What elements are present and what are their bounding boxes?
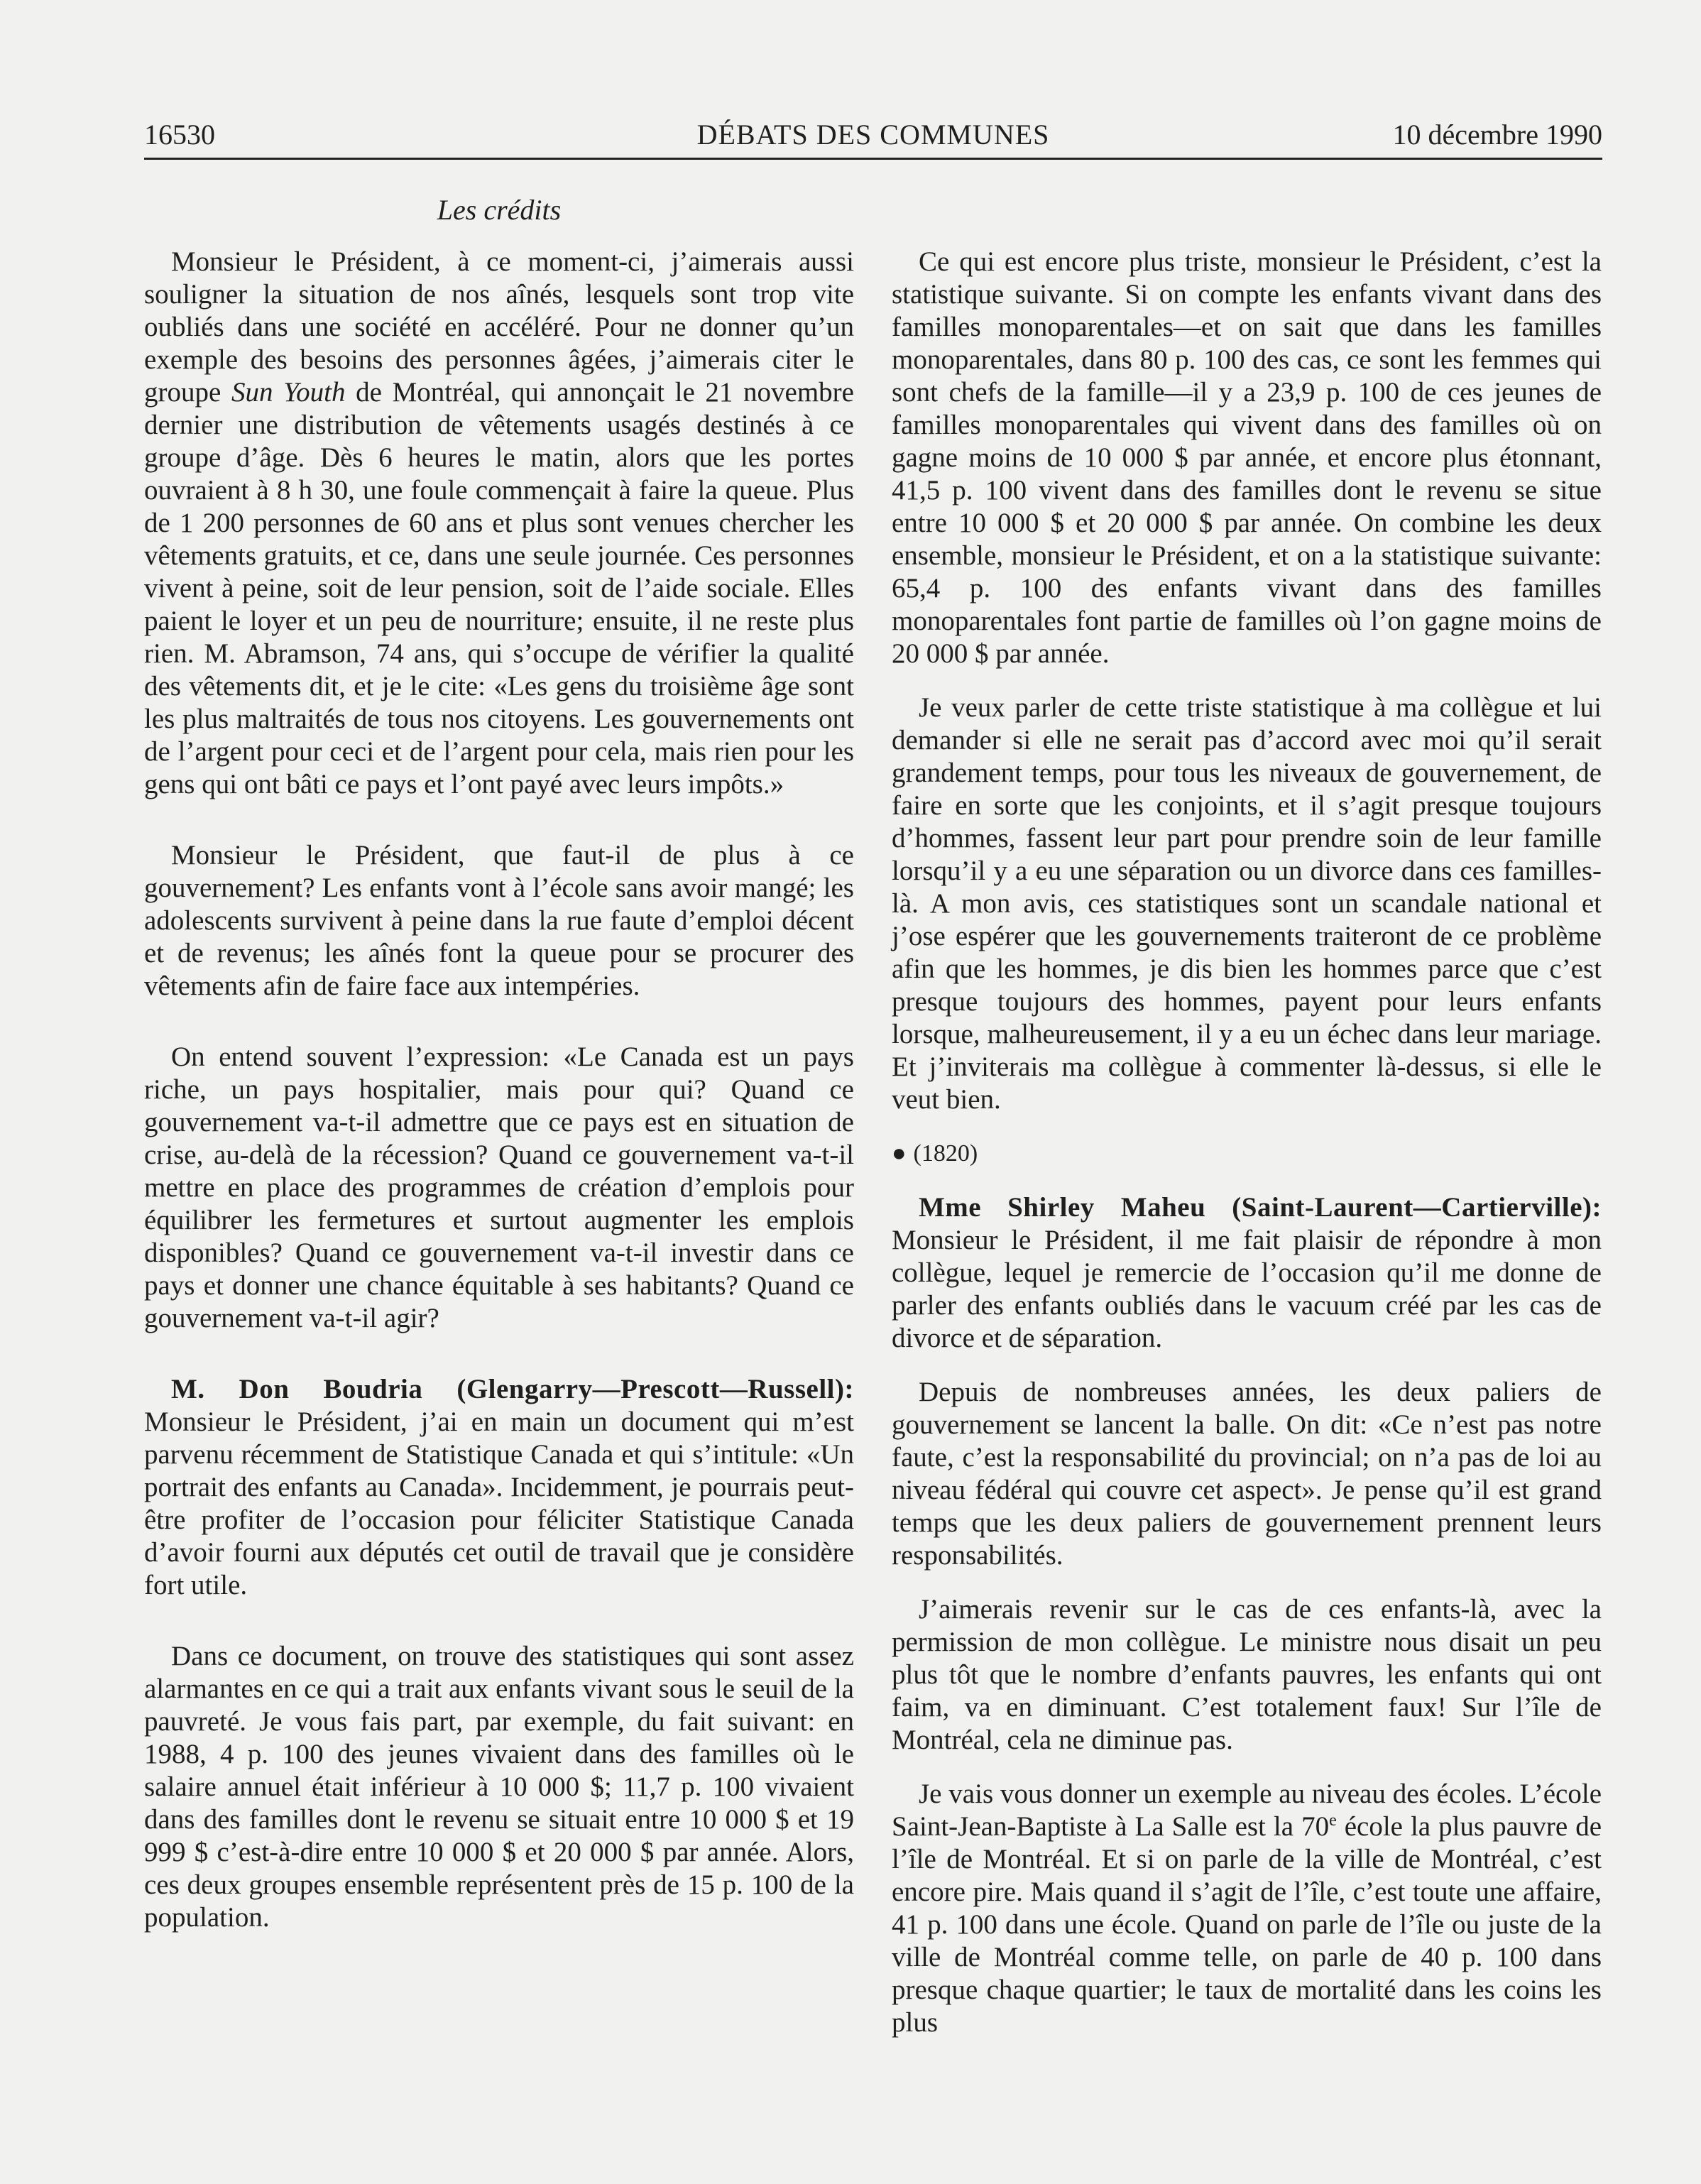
- paragraph-text: Monsieur le Président, j’ai en main un document qui m’est parvenu récemment de Statistique Canada et qui s’intitule: «Un portrait des enfants au Canada». Incidemment, je pourrais peut-être profiter de l’occasion pour féliciter Statistique Canada d’avoir fourni aux députés cet outil de travail que je considère fort utile.: [144, 1407, 854, 1600]
- paragraph-text: Monsieur le Président, à ce moment-ci, j’aimerais aussi souligner la situation de nos aînés, lesquels sont trop vite oubliés dans une société en accéléré. Pour ne donner qu’un exemple des besoins des personnes âgées, j’aimerais citer le groupe: [144, 246, 854, 408]
- publication-date: 10 décembre 1990: [1392, 119, 1602, 151]
- time-marker-text: (1820): [913, 1140, 978, 1167]
- left-column: [144, 246, 854, 1972]
- paragraph: On entend souvent l’expression: «Le Canada est un pays riche, un pays hospitalier, mais pour qui? Quand ce gouvernement va-t-il admettre que ce pays est en situation de crise, au-delà de la récession? Quand ce gouvernement va-t-il mettre en place des programmes de création d’emplois pour équilibrer les fermetures et surtout augmenter les emplois disponibles? Quand ce gouvernement va-t-il investir dans ce pays et donner une chance équitable à ses habitants? Quand ce gouvernement va-t-il agir?: [144, 1042, 854, 1333]
- speaker-paragraph: [144, 1373, 854, 1602]
- speaker-paragraph: [892, 1191, 1602, 1355]
- page-header: [144, 118, 1602, 160]
- publication-title: DÉBATS DES COMMUNES: [696, 119, 1050, 151]
- speaker-name: Mme Shirley Maheu (Saint-Laurent—Cartierville):: [919, 1192, 1602, 1223]
- paragraph-text: école la plus pauvre de l’île de Montréal. Et si on parle de la ville de Montréal, c’est encore pire. Mais quand il s’agit de l’île, c’est toute une affaire, 41 p. 100 dans une école. Quand on parle de l’île ou juste de la ville de Montréal comme telle, on parle de 40 p. 100 dans presque chaque quartier; le taux de mortalité dans les coins les plus: [892, 1811, 1602, 2038]
- header-rule: [144, 158, 1602, 160]
- paragraph-text: Je vais vous donner un exemple au niveau des écoles. L’école Saint-Jean-Baptiste à La Salle est la 70: [892, 1779, 1602, 1842]
- paragraph: Ce qui est encore plus triste, monsieur le Président, c’est la statistique suivante. Si on compte les enfants vivant dans des familles monoparentales—et on sait que dans les familles monoparentales, dans 80 p. 100 des cas, ce sont les femmes qui sont chefs de la famille—il y a 23,9 p. 100 de ces jeunes de familles monoparentales qui vivent dans des familles où on gagne moins de 10 000 $ par année, et encore plus étonnant, 41,5 p. 100 vivent dans des familles dont le revenu se situe entre 10 000 $ et 20 000 $ par année. On combine les deux ensemble, monsieur le Président, et on a la statistique suivante: 65,4 p. 100 des enfants vivant dans des familles monoparentales font partie de familles où l’on gagne moins de 20 000 $ par année.: [892, 246, 1602, 669]
- bullet-icon: ●: [892, 1140, 907, 1167]
- paragraph-text: de Montréal, qui annonçait le 21 novembre dernier une distribution de vêtements usagés destinés à ce groupe d’âge. Dès 6 heures le matin, alors que les portes ouvraient à 8 h 30, une foule commençait à faire la queue. Plus de 1 200 personnes de 60 ans et plus sont venues chercher les vêtements gratuits, et ce, dans une seule journée. Ces personnes vivent à peine, soit de leur pension, soit de l’aide sociale. Elles paient le loyer et un peu de nourriture; ensuite, il ne reste plus rien. M. Abramson, 74 ans, qui s’occupe de vérifier la qualité des vêtements dit, et je le cite: «Les gens du troisième âge sont les plus maltraités de tous nos citoyens. Les gouvernements ont de l’argent pour ceci et de l’argent pour cela, mais rien pour les gens qui ont bâti ce pays et l’ont payé avec leurs impôts.»: [144, 377, 854, 799]
- paragraph: [144, 246, 854, 801]
- ordinal-suffix: e: [1329, 1811, 1337, 1830]
- paragraph-text: Monsieur le Président, il me fait plaisir de répondre à mon collègue, lequel je remercie de l’occasion qu’il me donne de parler des enfants oubliés dans le vacuum créé par les cas de divorce et de séparation.: [892, 1225, 1602, 1353]
- paragraph: Depuis de nombreuses années, les deux paliers de gouvernement se lancent la balle. On dit: «Ce n’est pas notre faute, c’est la responsabilité du provincial; on n’a pas de loi au niveau fédéral qui couvre cet aspect». Je pense qu’il est grand temps que les deux paliers de gouvernement prennent leurs responsabilités.: [892, 1377, 1602, 1571]
- paragraph: J’aimerais revenir sur le cas de ces enfants-là, avec la permission de mon collègue. Le ministre nous disait un peu plus tôt que le nombre d’enfants pauvres, les enfants qui ont faim, va en diminuant. C’est totalement faux! Sur l’île de Montréal, cela ne diminue pas.: [892, 1594, 1602, 1755]
- section-title: Les crédits: [437, 194, 562, 226]
- time-marker: [892, 1137, 1602, 1170]
- right-column: [892, 246, 1602, 2060]
- paragraph: Monsieur le Président, que faut-il de plus à ce gouvernement? Les enfants vont à l’école sans avoir mangé; les adolescents survivent à peine dans la rue faute d’emploi décent et de revenus; les aînés font la queue pour se procurer des vêtements afin de faire face aux intempéries.: [144, 840, 854, 1001]
- paragraph: Dans ce document, on trouve des statistiques qui sont assez alarmantes en ce qui a trait aux enfants vivant sous le seuil de la pauvreté. Je vous fais part, par exemple, du fait suivant: en 1988, 4 p. 100 des jeunes vivaient dans des familles où le salaire annuel était inférieur à 10 000 $; 11,7 p. 100 vivaient dans des familles dont le revenu se situait entre 10 000 $ et 19 999 $ c’est-à-dire entre 10 000 $ et 20 000 $ par année. Alors, ces deux groupes ensemble représentent près de 15 p. 100 de la population.: [144, 1641, 854, 1933]
- paragraph: [892, 1778, 1602, 2039]
- speaker-name: M. Don Boudria (Glengarry—Prescott—Russell):: [171, 1374, 854, 1404]
- group-name: Sun Youth: [231, 377, 346, 408]
- paragraph: Je veux parler de cette triste statistique à ma collègue et lui demander si elle ne serait pas d’accord avec moi qu’il serait grandement temps, pour tous les niveaux de gouvernement, de faire en sorte que les conjoints, et il s’agit presque toujours d’hommes, fassent leur part pour prendre soin de leur famille lorsqu’il y a eu une séparation ou un divorce dans ces familles-là. A mon avis, ces statistiques sont un scandale national et j’ose espérer que les gouvernements traiteront de ce problème afin que les hommes, je dis bien les hommes parce que c’est presque toujours des hommes, payent pour leurs enfants lorsque, malheureusement, il y a eu un échec dans leur mariage. Et j’inviterais ma collègue à commenter là-dessus, si elle le veut bien.: [892, 692, 1602, 1115]
- page-number: 16530: [144, 119, 215, 151]
